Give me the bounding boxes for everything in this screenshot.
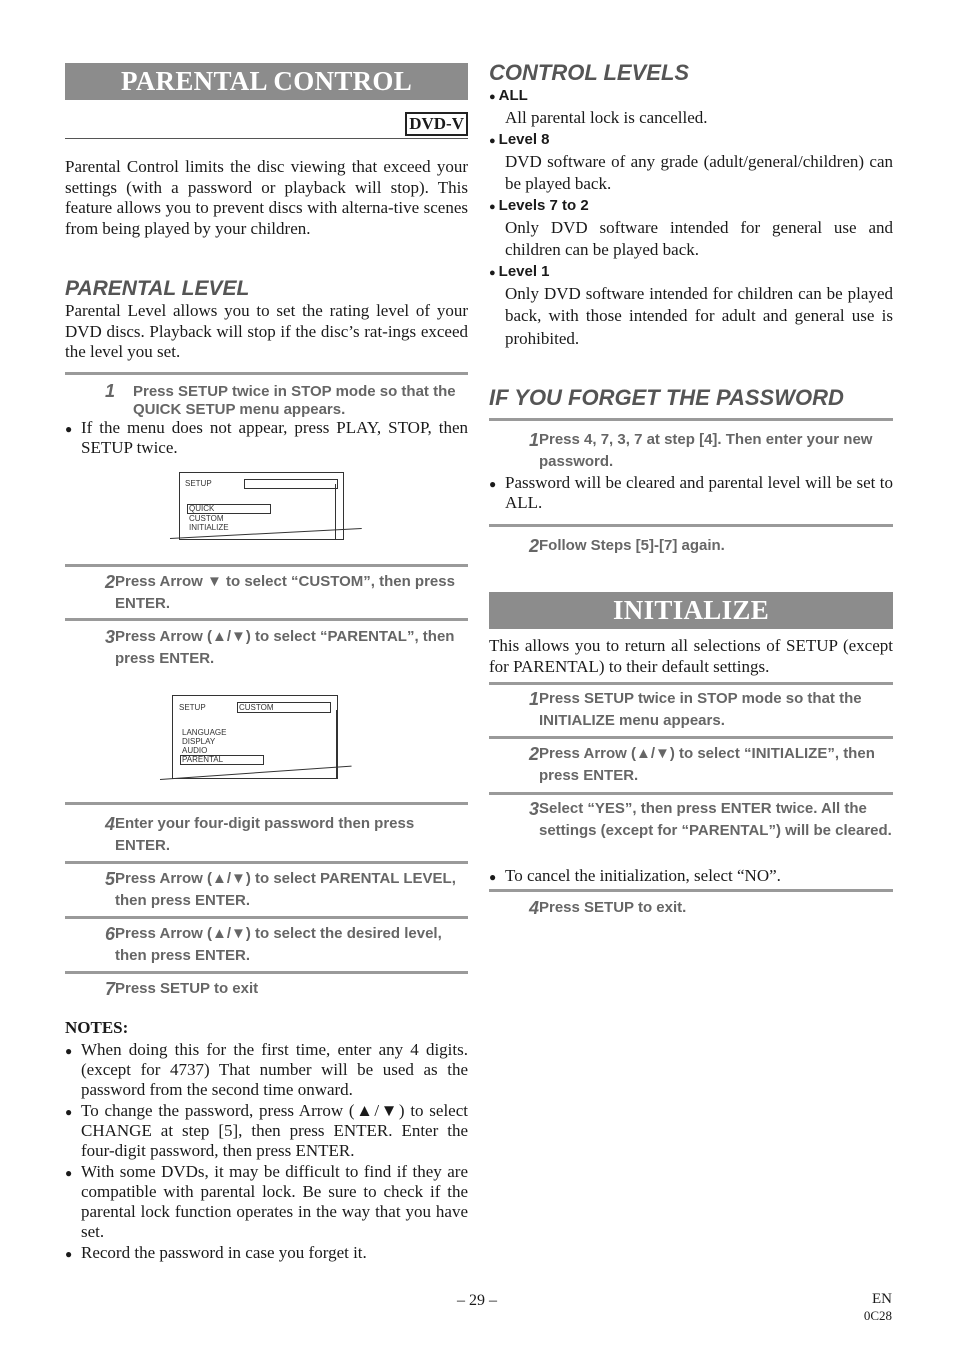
parental-step-4 [65, 813, 468, 857]
control-levels-list [489, 86, 893, 350]
note-item [65, 1243, 468, 1264]
screen-tab: CUSTOM [239, 703, 274, 712]
notes-heading: NOTES: [65, 1018, 129, 1037]
dvd-v-badge: DVD-V [405, 112, 468, 136]
language-code: EN [872, 1291, 892, 1307]
bullet-icon: ● [65, 1105, 73, 1119]
step-number: 2 [528, 744, 539, 764]
bullet-icon: ● [489, 266, 496, 279]
divider [65, 372, 468, 375]
bullet-icon: ● [489, 134, 496, 147]
step-text: Press Arrow (▲/▼) to select “PARENTAL”, then press ENTER. [115, 628, 455, 667]
divider [65, 971, 468, 974]
divider [65, 861, 468, 864]
bullet-icon: ● [65, 1247, 73, 1261]
notes-list [65, 1040, 468, 1264]
parental-step-5 [65, 868, 468, 912]
level-name: ALL [498, 87, 528, 104]
step-text: Press SETUP twice in STOP mode so that the QUICK SETUP menu appears. [133, 383, 456, 418]
divider [489, 792, 893, 795]
bullet-icon: ● [65, 422, 73, 436]
bullet-icon: ● [489, 91, 496, 103]
level-title [489, 130, 893, 151]
step-number: 2 [528, 536, 539, 556]
step-text: Press Arrow ▼ to select “CUSTOM”, then press ENTER. [115, 573, 455, 612]
divider [489, 524, 893, 527]
parental-step-2 [65, 571, 468, 615]
bullet-icon: ● [65, 1044, 73, 1058]
screen-item: INITIALIZE [189, 523, 229, 532]
screen-title: SETUP [179, 703, 206, 712]
divider [489, 736, 893, 739]
divider [65, 802, 468, 805]
step-number: 1 [528, 430, 539, 450]
step-number: 5 [104, 869, 115, 889]
parental-control-title: PARENTAL CONTROL [65, 63, 468, 100]
level-name: Levels 7 to 2 [498, 196, 589, 214]
level-title [489, 196, 893, 217]
bullet-icon: ● [65, 1166, 73, 1180]
step-text: Select “YES”, then press ENTER twice. All the settings (except for “PARENTAL”) will be cleared. [539, 800, 892, 839]
parental-intro: Parental Control limits the disc viewing that exceed your settings (with a password or playback will stop). This feature allows you to prevent discs with alterna-tive scenes from being played by your children. [65, 157, 468, 238]
step-text: Press Arrow (▲/▼) to select “INITIALIZE”, then press ENTER. [539, 745, 875, 784]
divider [489, 889, 893, 892]
level-desc: All parental lock is cancelled. [505, 108, 708, 127]
level-desc: Only DVD software intended for children can be played back, with those intended for adult and general use is prohibited. [505, 283, 893, 348]
level-title [489, 86, 893, 107]
screen-edge [335, 484, 336, 540]
initialize-note [489, 866, 893, 887]
step-number: 4 [104, 814, 115, 834]
screen-edge [336, 710, 337, 778]
bullet-icon: ● [489, 200, 496, 213]
note-text: With some DVDs, it may be difficult to find if they are compatible with parental lock. Be sure to check if the parental lock function operates in the way that you have set. [81, 1162, 468, 1241]
screen-item: CUSTOM [189, 514, 224, 523]
note-text: To change the password, press Arrow (▲/▼) to select CHANGE at step [5], then press ENTER. Enter the four-digit password, then press ENTER. [81, 1101, 468, 1160]
page-number: – 29 – [457, 1292, 497, 1309]
step-number: 3 [104, 627, 115, 647]
initialize-title: INITIALIZE [489, 592, 893, 629]
initialize-step-4 [489, 897, 893, 919]
note-text: Record the password in case you forget it. [81, 1243, 367, 1262]
screen-tab-box [244, 479, 338, 489]
quick-setup-screen [170, 472, 370, 542]
level-desc: DVD software of any grade (adult/general/children) can be played back. [505, 151, 893, 193]
level-desc: Only DVD software intended for general use and children can be played back. [505, 217, 893, 259]
step-text: Press Arrow (▲/▼) to select the desired level, then press ENTER. [115, 925, 442, 964]
forget-password-heading: IF YOU FORGET THE PASSWORD [489, 385, 844, 410]
parental-level-heading: PARENTAL LEVEL [65, 277, 250, 300]
bullet-icon: ● [489, 477, 497, 491]
bullet-icon: ● [489, 870, 497, 884]
note-item [65, 1101, 468, 1161]
parental-level-intro: Parental Level allows you to set the rating level of your DVD discs. Playback will stop if the disc’s rat-ings exceed the level you set. [65, 301, 468, 361]
step-number: 2 [104, 572, 115, 592]
custom-setup-screen [155, 695, 355, 785]
bullet-text: To cancel the initialization, select “NO”. [505, 866, 781, 885]
step-text: Press SETUP twice in STOP mode so that the INITIALIZE menu appears. [539, 690, 862, 729]
parental-step-7 [65, 978, 468, 1000]
divider [65, 564, 468, 567]
step-text: Press 4, 7, 3, 7 at step [4]. Then enter your new password. [539, 431, 873, 470]
step-number: 6 [104, 924, 115, 944]
screen-title: SETUP [185, 479, 212, 488]
step1-note [65, 418, 468, 458]
note-item [65, 1040, 468, 1100]
forget-step-2 [489, 535, 893, 557]
forget-step-1 [489, 429, 893, 473]
divider [489, 682, 893, 685]
level-title [489, 262, 893, 283]
divider [489, 418, 893, 421]
screen-item: PARENTAL [182, 755, 224, 764]
note-item [65, 1162, 468, 1242]
document-code: 0C28 [863, 1308, 892, 1323]
step-number: 1 [104, 381, 115, 401]
step-text: Enter your four-digit password then press ENTER. [115, 815, 415, 854]
level-name: Level 1 [498, 262, 550, 280]
step-number: 1 [528, 689, 539, 709]
divider [65, 138, 468, 139]
step-text: Press SETUP to exit. [539, 899, 687, 916]
screen-item: AUDIO [182, 746, 208, 755]
screen-item: LANGUAGE [182, 728, 227, 737]
screen-item: DISPLAY [182, 737, 216, 746]
step-text: Follow Steps [5]-[7] again. [539, 537, 725, 554]
control-levels-heading: CONTROL LEVELS [489, 60, 690, 85]
parental-step-6 [65, 923, 468, 967]
bullet-text: If the menu does not appear, press PLAY, STOP, then SETUP twice. [81, 418, 468, 457]
initialize-step-3 [489, 798, 893, 842]
step-number: 3 [528, 799, 539, 819]
divider [65, 916, 468, 919]
step-number: 4 [528, 898, 539, 918]
divider [65, 618, 468, 621]
initialize-step-1 [489, 688, 893, 732]
level-name: Level 8 [498, 130, 550, 148]
step-text: Press Arrow (▲/▼) to select PARENTAL LEVEL, then press ENTER. [115, 870, 456, 909]
note-text: When doing this for the first time, enter any 4 digits. (except for 4737) That number will be used as the password from the second time onward. [81, 1040, 468, 1099]
initialize-intro: This allows you to return all selections of SETUP (except for PARENTAL) to their default settings. [489, 636, 893, 676]
forget-note [489, 473, 893, 513]
parental-step-1 [65, 380, 468, 419]
parental-step-3 [65, 626, 468, 670]
step-number: 7 [104, 979, 115, 999]
initialize-step-2 [489, 743, 893, 787]
bullet-text: Password will be cleared and parental level will be set to ALL. [505, 473, 893, 512]
step-text: Press SETUP to exit [115, 980, 259, 997]
screen-item: QUICK [189, 504, 215, 513]
